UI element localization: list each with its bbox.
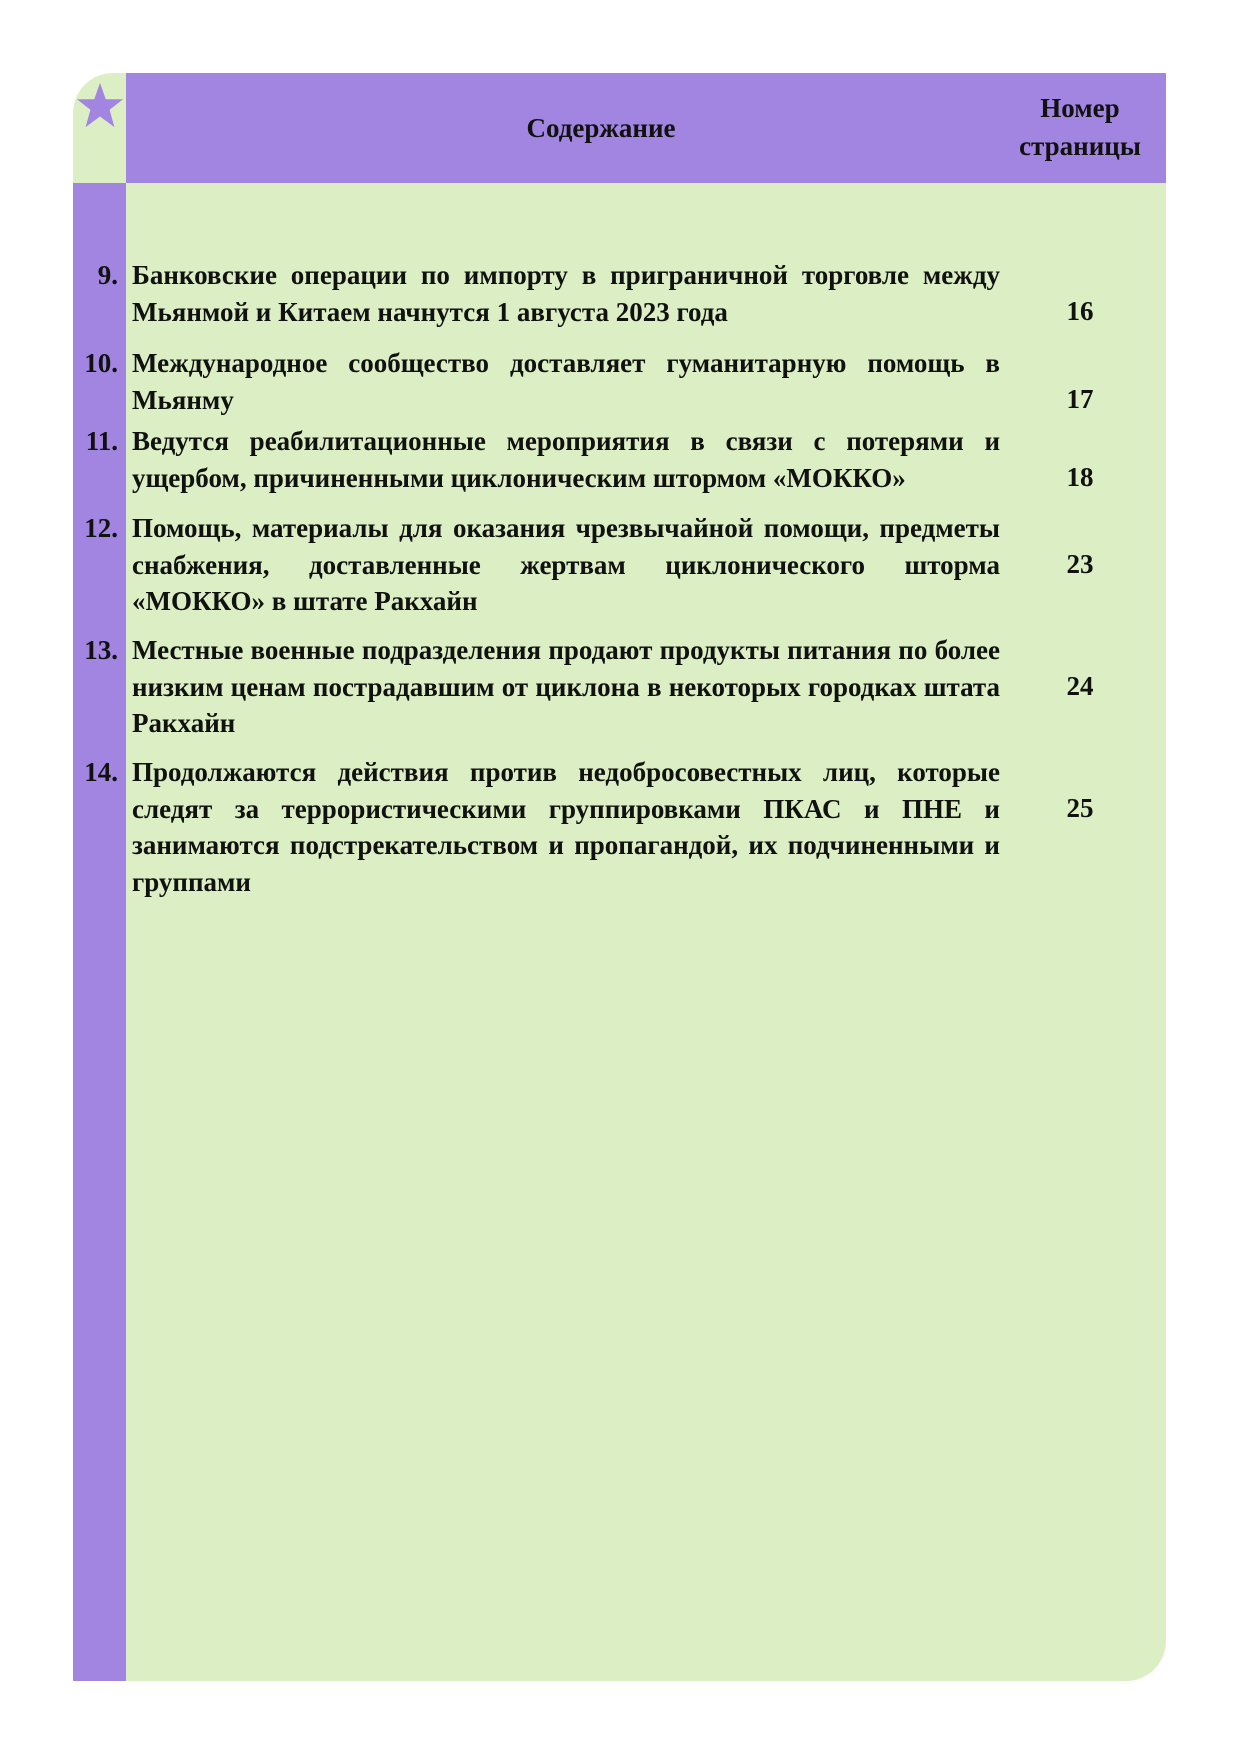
toc-item-number: 14. bbox=[84, 757, 118, 787]
toc-item-page: 24 bbox=[1066, 671, 1094, 701]
page-number-header bbox=[1010, 89, 1150, 165]
toc-item-page: 16 bbox=[1066, 296, 1094, 326]
toc-item-number: 10. bbox=[84, 348, 118, 378]
left-accent-bar bbox=[73, 183, 126, 1681]
toc-item-number: 9. bbox=[97, 260, 118, 290]
page-title: Содержание bbox=[526, 112, 676, 143]
toc-item-text: Продолжаются действия против недобросовестных лиц, которые следят за террористическими группировками ПКАС и ПНЕ и занимаются подстрекательством и пропагандой, их подчиненными и группами bbox=[132, 757, 1000, 897]
toc-item-page: 18 bbox=[1066, 462, 1094, 492]
toc-item-page: 23 bbox=[1066, 549, 1094, 579]
toc-item-text: Ведутся реабилитационные мероприятия в связи с потерями и ущербом, причиненными циклоническим штормом «МОККО» bbox=[132, 426, 1000, 493]
page-number-header-line2: страницы bbox=[1019, 131, 1141, 161]
page-number-header-line1: Номер bbox=[1040, 93, 1120, 123]
toc-item-text: Банковские операции по импорту в приграничной торговле между Мьянмой и Китаем начнутся 1 августа 2023 года bbox=[132, 260, 1000, 327]
toc-item-number: 13. bbox=[84, 635, 118, 665]
toc-item-text: Местные военные подразделения продают продукты питания по более низким ценам пострадавшим от циклона в некоторых городках штата Ракхайн bbox=[132, 635, 1000, 738]
toc-item-page: 25 bbox=[1066, 793, 1094, 823]
toc-item-number: 12. bbox=[84, 513, 118, 543]
toc-panel bbox=[73, 73, 1166, 1681]
star-icon bbox=[76, 81, 124, 129]
toc-item-page: 17 bbox=[1066, 384, 1094, 414]
toc-item-text: Международное сообщество доставляет гуманитарную помощь в Мьянму bbox=[132, 348, 1000, 415]
toc-item-number: 11. bbox=[85, 426, 118, 456]
toc-item-text: Помощь, материалы для оказания чрезвычайной помощи, предметы снабжения, доставленные жертвам циклонического шторма «МОККО» в штате Ракхайн bbox=[132, 513, 1000, 616]
